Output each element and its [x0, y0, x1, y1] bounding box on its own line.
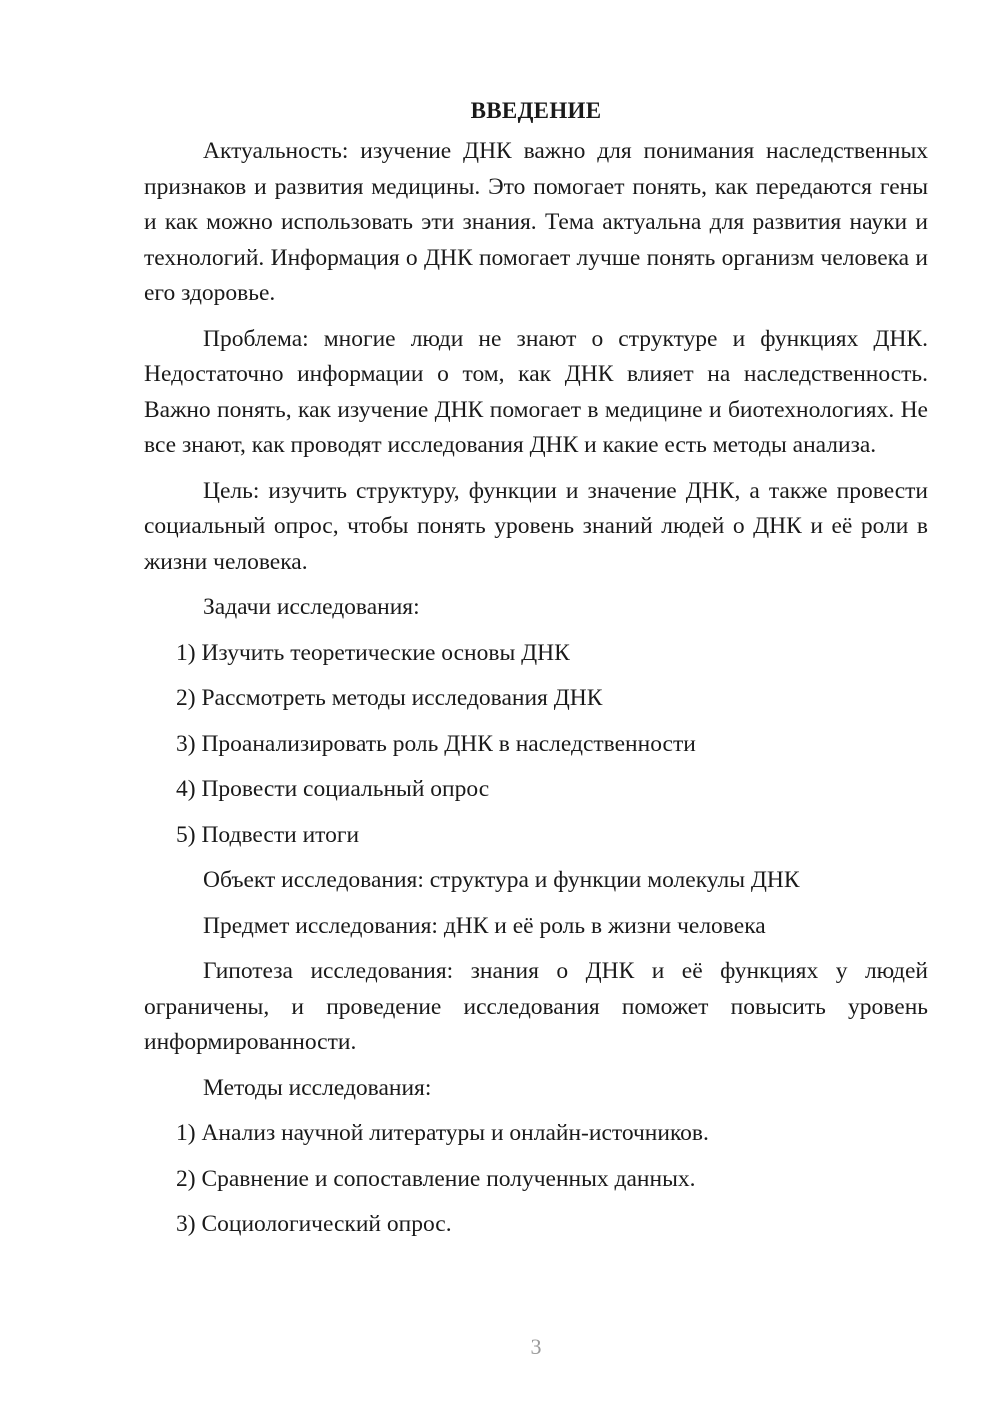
- list-item: 1) Анализ научной литературы и онлайн-источников.: [176, 1120, 709, 1146]
- goal-paragraph: Цель: изучить структуру, функции и значение ДНК, а также провести социальный опрос, чтобы понять уровень знаний людей о ДНК и её роли в жизни человека.: [144, 477, 928, 575]
- list-item: 3) Проанализировать роль ДНК в наследственности: [176, 730, 696, 757]
- methods-title: Методы исследования:: [203, 1074, 432, 1101]
- list-item: 5) Подвести итоги: [176, 821, 360, 848]
- list-item: 4) Провести социальный опрос: [176, 776, 490, 802]
- hypothesis-paragraph: Гипотеза исследования: знания о ДНК и её функциях у людей ограничены, и проведение исследования поможет повысить уровень информированности.: [144, 958, 928, 1055]
- page-number: 3: [530, 1334, 542, 1359]
- methods-list: [144, 1116, 928, 1243]
- page-title: ВВЕДЕНИЕ: [470, 98, 602, 123]
- list-item: 2) Сравнение и сопоставление полученных данных.: [176, 1165, 696, 1192]
- relevance-paragraph: Актуальность: изучение ДНК важно для понимания наследственных признаков и развития медицины. Это помогает понять, как передаются гены и как можно использовать эти знания. Тема актуальна для развития науки и технологий. Информация о ДНК помогает лучше понять организм человека и его здоровье.: [144, 138, 928, 306]
- object-paragraph: Объект исследования: структура и функции молекулы ДНК: [203, 867, 800, 893]
- list-item: 1) Изучить теоретические основы ДНК: [176, 639, 570, 666]
- list-item: 2) Рассмотреть методы исследования ДНК: [176, 685, 603, 711]
- subject-paragraph: Предмет исследования: дНК и её роль в жизни человека: [203, 912, 766, 939]
- tasks-title: Задачи исследования:: [203, 594, 420, 620]
- problem-paragraph: Проблема: многие люди не знают о структуре и функциях ДНК. Недостаточно информации о том, как ДНК влияет на наследственность. Важно понять, как изучение ДНК помогает в медицине и биотехнологиях. Не все знают, как проводят исследования ДНК и какие есть методы анализа.: [144, 325, 928, 458]
- tasks-list: [144, 636, 928, 854]
- document-body: [144, 96, 928, 1253]
- list-item: 3) Социологический опрос.: [176, 1211, 452, 1237]
